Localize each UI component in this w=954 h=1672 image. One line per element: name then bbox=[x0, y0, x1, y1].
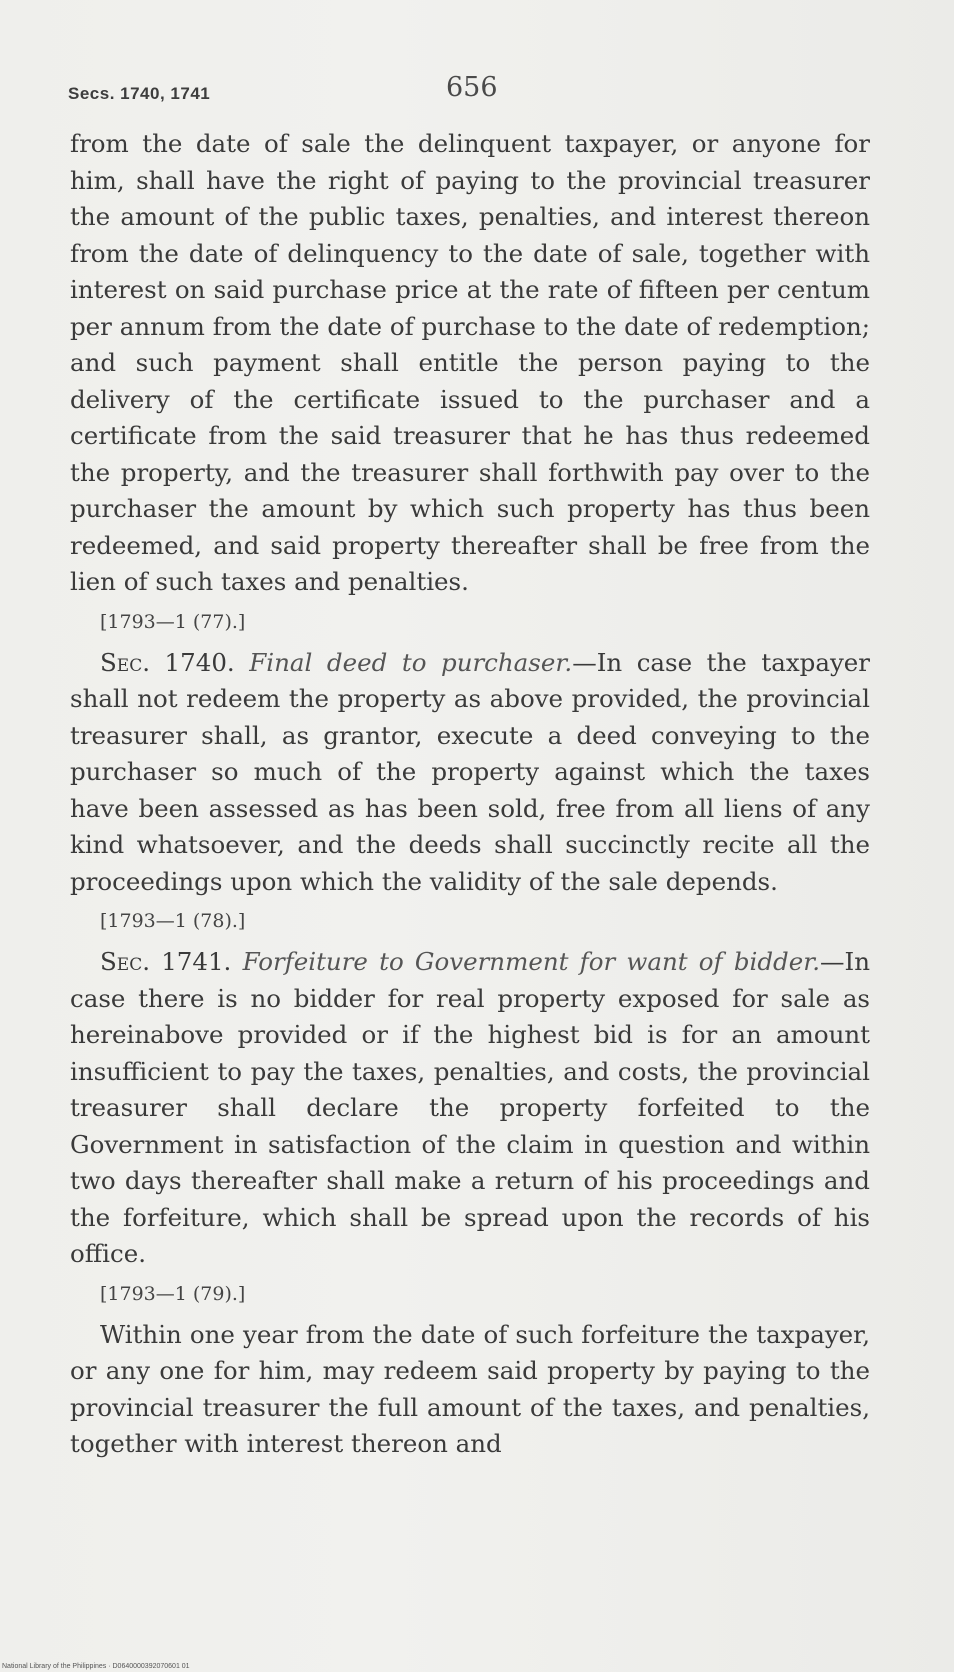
paragraph-within-one-year: Within one year from the date of such forfeiture the taxpayer, or any one for him, may redeem said property by paying to the provincial treasurer the full amount of the taxes, and penalties, together with interest thereon and bbox=[70, 1319, 870, 1458]
page-body bbox=[70, 126, 870, 1463]
page-header bbox=[68, 72, 888, 112]
section-1740-label: Sec. 1740. bbox=[100, 647, 235, 677]
section-1741-title: Forfeiture to Government for want of bidder. bbox=[242, 947, 821, 976]
citation-78: [1793—1 (78).] bbox=[100, 910, 246, 932]
section-1740-text: —In case the taxpayer shall not redeem the property as above provided, the provincial treasurer shall, as grantor, execute a deed conveying to the purchaser so much of the property against which the taxes have been assessed as has been sold, free from all liens of any kind whatsoever, and the deeds shall succinctly recite all the proceedings upon which the validity of the sale depends. bbox=[70, 647, 870, 896]
section-1740 bbox=[70, 645, 870, 901]
scan-footer: National Library of the Philippines · D0640000392070601 01 bbox=[2, 1663, 190, 1670]
section-1741 bbox=[70, 944, 870, 1273]
section-reference: Secs. 1740, 1741 bbox=[68, 84, 211, 103]
page-number: 656 bbox=[446, 72, 498, 103]
citation-79: [1793—1 (79).] bbox=[100, 1282, 246, 1305]
citation-77: [1793—1 (77).] bbox=[100, 610, 246, 633]
section-1741-label: Sec. 1741. bbox=[100, 947, 232, 976]
section-1740-title: Final deed to purchaser. bbox=[249, 647, 573, 677]
paragraph-redemption: from the date of sale the delinquent taxpayer, or anyone for him, shall have the right of paying to the provincial treasurer the amount of the public taxes, penalties, and interest thereon from the date of delinquency to the date of sale, together with interest on said purchase price at the rate of fifteen per centum per annum from the date of purchase to the date of redemption; and such payment shall entitle the person paying to the delivery of the certificate issued to the purchaser and a certificate from the said treasurer that he has thus redeemed the property, and the treasurer shall forthwith pay over to the purchaser the amount by which such property has thus been redeemed, and said property thereafter shall be free from the lien of such taxes and penalties. bbox=[70, 129, 870, 596]
section-1741-text: —In case there is no bidder for real property exposed for sale as hereinabove provided or if the highest bid is for an amount insufficient to pay the taxes, penalties, and costs, the provincial treasurer shall declare the property forfeited to the Government in satisfaction of the claim in question and within two days thereafter shall make a return of his proceedings and the forfeiture, which shall be spread upon the records of his office. bbox=[70, 947, 870, 1268]
